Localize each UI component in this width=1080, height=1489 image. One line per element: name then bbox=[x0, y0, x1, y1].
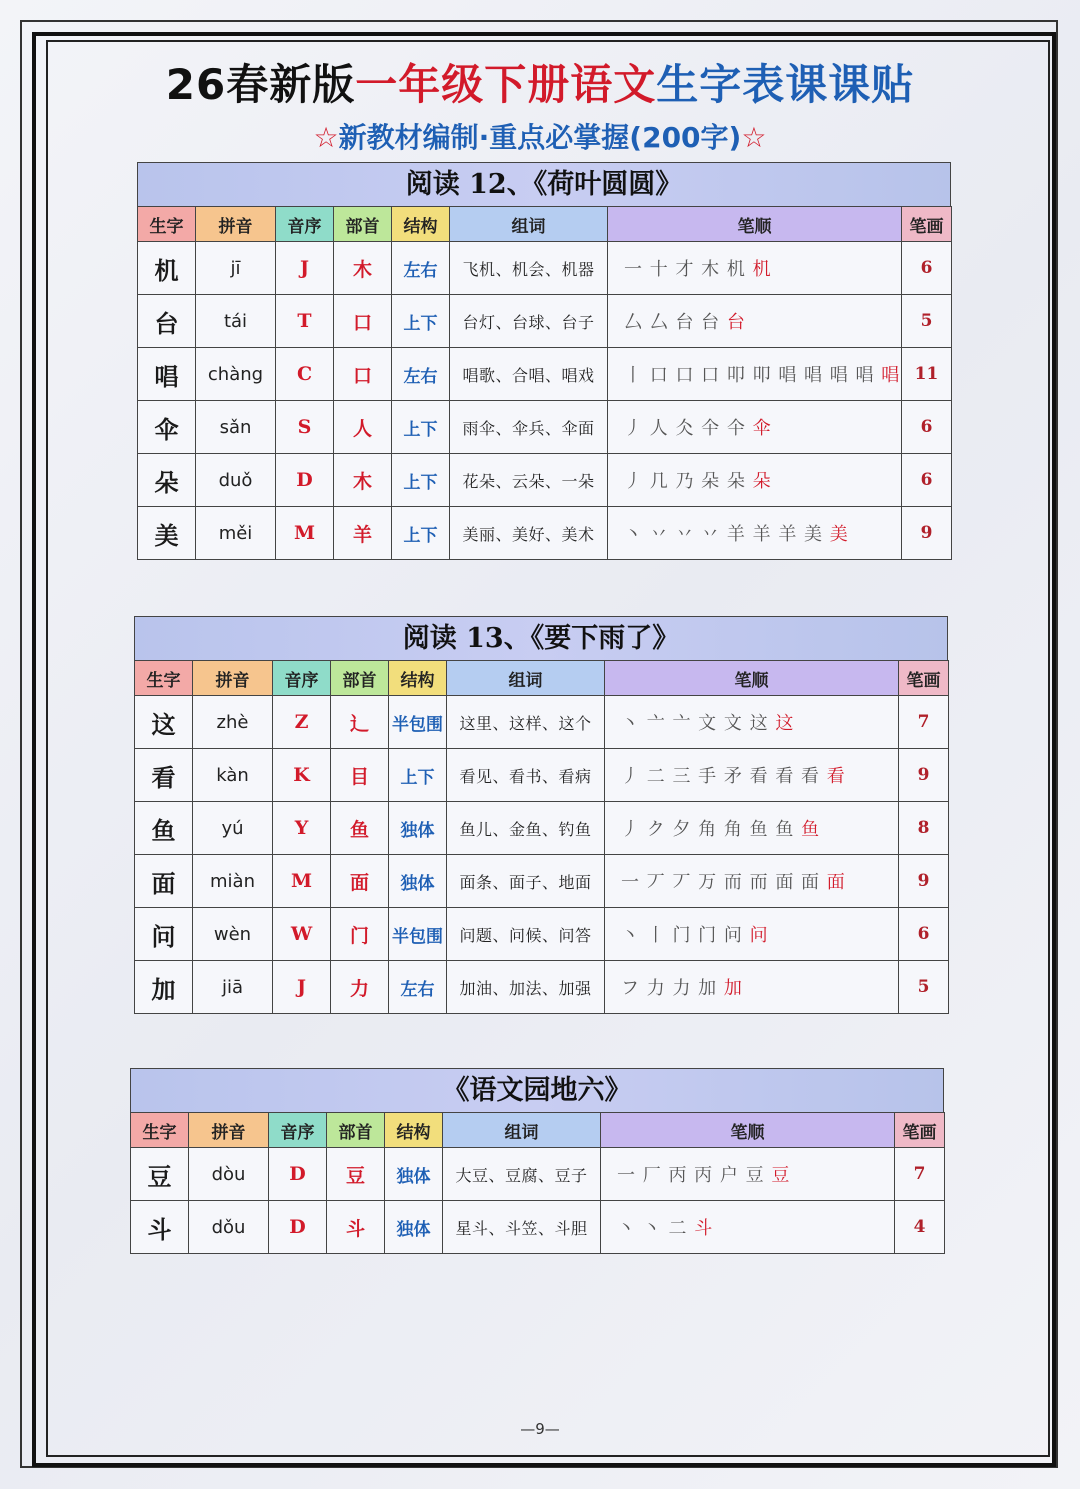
lesson-section bbox=[137, 162, 951, 560]
page-number: —9— bbox=[520, 1420, 560, 1438]
table-row bbox=[138, 295, 952, 348]
bihua-cell: 5 bbox=[902, 295, 952, 348]
bushou-cell: 鱼 bbox=[331, 802, 389, 855]
zuci-cell: 这里、这样、这个 bbox=[447, 696, 605, 749]
pinyin-cell: yú bbox=[193, 802, 273, 855]
header-pinyin: 拼音 bbox=[196, 207, 276, 242]
zuci-cell: 加油、加法、加强 bbox=[447, 961, 605, 1014]
stroke-sequence: 一 十 才 木 机 bbox=[624, 259, 746, 280]
jiegou-cell: 上下 bbox=[392, 507, 450, 560]
character-cell: 豆 bbox=[131, 1148, 189, 1201]
stroke-sequence: 丶 丶 二 bbox=[617, 1218, 688, 1239]
jiegou-cell: 左右 bbox=[392, 242, 450, 295]
character-table bbox=[137, 206, 952, 560]
subtitle-text: 新教材编制·重点必掌握(200字) bbox=[338, 121, 742, 154]
zuci-cell: 台灯、台球、台子 bbox=[450, 295, 608, 348]
zuci-cell: 大豆、豆腐、豆子 bbox=[443, 1148, 601, 1201]
header-yinxu: 音序 bbox=[269, 1113, 327, 1148]
title-part-3: 生字表课课贴 bbox=[656, 60, 915, 109]
character-table bbox=[130, 1112, 945, 1254]
bihua-cell: 9 bbox=[899, 855, 949, 908]
pinyin-cell: jiā bbox=[193, 961, 273, 1014]
bihua-cell: 8 bbox=[899, 802, 949, 855]
bishun-cell bbox=[601, 1201, 895, 1254]
yinxu-cell: J bbox=[276, 242, 334, 295]
stroke-sequence: 丶 丨 门 门 问 bbox=[621, 925, 743, 946]
table-row bbox=[138, 507, 952, 560]
stroke-final-character: 伞 bbox=[752, 418, 772, 439]
bihua-cell: 11 bbox=[902, 348, 952, 401]
character-cell: 朵 bbox=[138, 454, 196, 507]
bihua-cell: 9 bbox=[902, 507, 952, 560]
bishun-cell bbox=[605, 908, 899, 961]
bushou-cell: 面 bbox=[331, 855, 389, 908]
bishun-cell bbox=[601, 1148, 895, 1201]
page-subtitle bbox=[0, 116, 1080, 156]
lesson-section bbox=[130, 1068, 944, 1254]
section-title: 《语文园地六》 bbox=[130, 1068, 944, 1112]
header-jiegou: 结构 bbox=[385, 1113, 443, 1148]
pinyin-cell: sǎn bbox=[196, 401, 276, 454]
stroke-final-character: 问 bbox=[749, 925, 769, 946]
stroke-sequence: 一 厂 丙 丙 户 豆 bbox=[617, 1165, 765, 1186]
header-yinxu: 音序 bbox=[273, 661, 331, 696]
zuci-cell: 问题、问候、问答 bbox=[447, 908, 605, 961]
character-cell: 加 bbox=[135, 961, 193, 1014]
zuci-cell: 面条、面子、地面 bbox=[447, 855, 605, 908]
jiegou-cell: 独体 bbox=[385, 1201, 443, 1254]
bihua-cell: 7 bbox=[899, 696, 949, 749]
character-cell: 问 bbox=[135, 908, 193, 961]
stroke-sequence: フ 力 力 加 bbox=[621, 978, 718, 999]
bihua-cell: 6 bbox=[902, 401, 952, 454]
bihua-cell: 7 bbox=[895, 1148, 945, 1201]
zuci-cell: 看见、看书、看病 bbox=[447, 749, 605, 802]
character-cell: 伞 bbox=[138, 401, 196, 454]
zuci-cell: 雨伞、伞兵、伞面 bbox=[450, 401, 608, 454]
section-title: 阅读 13、《要下雨了》 bbox=[134, 616, 948, 660]
jiegou-cell: 左右 bbox=[389, 961, 447, 1014]
header-pinyin: 拼音 bbox=[193, 661, 273, 696]
zuci-cell: 鱼儿、金鱼、钓鱼 bbox=[447, 802, 605, 855]
bishun-cell bbox=[605, 696, 899, 749]
bishun-cell bbox=[608, 348, 902, 401]
yinxu-cell: S bbox=[276, 401, 334, 454]
yinxu-cell: W bbox=[273, 908, 331, 961]
character-cell: 看 bbox=[135, 749, 193, 802]
stroke-final-character: 面 bbox=[826, 872, 846, 893]
lesson-section bbox=[134, 616, 948, 1014]
bishun-cell bbox=[608, 454, 902, 507]
pinyin-cell: zhè bbox=[193, 696, 273, 749]
star-icon: ☆ bbox=[741, 121, 767, 154]
yinxu-cell: T bbox=[276, 295, 334, 348]
table-row bbox=[135, 802, 949, 855]
zuci-cell: 花朵、云朵、一朵 bbox=[450, 454, 608, 507]
pinyin-cell: duǒ bbox=[196, 454, 276, 507]
bihua-cell: 6 bbox=[902, 242, 952, 295]
header-bushou: 部首 bbox=[327, 1113, 385, 1148]
jiegou-cell: 上下 bbox=[392, 295, 450, 348]
title-part-2: 一年级下册语文 bbox=[355, 60, 657, 109]
header-yinxu: 音序 bbox=[276, 207, 334, 242]
bishun-cell bbox=[605, 749, 899, 802]
yinxu-cell: C bbox=[276, 348, 334, 401]
character-cell: 台 bbox=[138, 295, 196, 348]
character-table bbox=[134, 660, 949, 1014]
character-cell: 机 bbox=[138, 242, 196, 295]
stroke-final-character: 斗 bbox=[694, 1218, 714, 1239]
header-zi: 生字 bbox=[135, 661, 193, 696]
yinxu-cell: M bbox=[273, 855, 331, 908]
header-zi: 生字 bbox=[131, 1113, 189, 1148]
table-row bbox=[138, 401, 952, 454]
header-zi: 生字 bbox=[138, 207, 196, 242]
bushou-cell: 目 bbox=[331, 749, 389, 802]
yinxu-cell: J bbox=[273, 961, 331, 1014]
bishun-cell bbox=[605, 855, 899, 908]
table-row bbox=[131, 1201, 945, 1254]
yinxu-cell: K bbox=[273, 749, 331, 802]
bihua-cell: 6 bbox=[902, 454, 952, 507]
jiegou-cell: 独体 bbox=[385, 1148, 443, 1201]
table-row bbox=[135, 855, 949, 908]
bihua-cell: 4 bbox=[895, 1201, 945, 1254]
bushou-cell: 口 bbox=[334, 348, 392, 401]
bushou-cell: 斗 bbox=[327, 1201, 385, 1254]
bishun-cell bbox=[608, 242, 902, 295]
table-row bbox=[135, 749, 949, 802]
bushou-cell: 豆 bbox=[327, 1148, 385, 1201]
table-row bbox=[131, 1148, 945, 1201]
bishun-cell bbox=[608, 401, 902, 454]
pinyin-cell: kàn bbox=[193, 749, 273, 802]
character-cell: 唱 bbox=[138, 348, 196, 401]
pinyin-cell: tái bbox=[196, 295, 276, 348]
jiegou-cell: 独体 bbox=[389, 802, 447, 855]
stroke-sequence: 丿 ク 夕 角 角 鱼 鱼 bbox=[621, 819, 795, 840]
table-row bbox=[135, 908, 949, 961]
bishun-cell bbox=[608, 507, 902, 560]
header-jiegou: 结构 bbox=[389, 661, 447, 696]
header-zuci: 组词 bbox=[450, 207, 608, 242]
header-bishun: 笔顺 bbox=[605, 661, 899, 696]
zuci-cell: 星斗、斗笠、斗胆 bbox=[443, 1201, 601, 1254]
stroke-final-character: 朵 bbox=[752, 471, 772, 492]
yinxu-cell: D bbox=[269, 1148, 327, 1201]
character-cell: 鱼 bbox=[135, 802, 193, 855]
bushou-cell: 羊 bbox=[334, 507, 392, 560]
bushou-cell: 木 bbox=[334, 242, 392, 295]
stroke-final-character: 看 bbox=[826, 766, 846, 787]
bihua-cell: 9 bbox=[899, 749, 949, 802]
jiegou-cell: 上下 bbox=[392, 401, 450, 454]
character-cell: 美 bbox=[138, 507, 196, 560]
stroke-final-character: 台 bbox=[726, 312, 746, 333]
zuci-cell: 唱歌、合唱、唱戏 bbox=[450, 348, 608, 401]
section-title: 阅读 12、《荷叶圆圆》 bbox=[137, 162, 951, 206]
header-jiegou: 结构 bbox=[392, 207, 450, 242]
yinxu-cell: D bbox=[269, 1201, 327, 1254]
stroke-sequence: 丶 丷 丷 丷 羊 羊 羊 美 bbox=[624, 524, 824, 545]
character-cell: 面 bbox=[135, 855, 193, 908]
pinyin-cell: miàn bbox=[193, 855, 273, 908]
header-bishun: 笔顺 bbox=[608, 207, 902, 242]
bishun-cell bbox=[605, 802, 899, 855]
bushou-cell: 口 bbox=[334, 295, 392, 348]
yinxu-cell: Z bbox=[273, 696, 331, 749]
pinyin-cell: měi bbox=[196, 507, 276, 560]
star-icon: ☆ bbox=[313, 121, 339, 154]
table-row bbox=[138, 348, 952, 401]
bihua-cell: 5 bbox=[899, 961, 949, 1014]
header-pinyin: 拼音 bbox=[189, 1113, 269, 1148]
pinyin-cell: dǒu bbox=[189, 1201, 269, 1254]
bushou-cell: 力 bbox=[331, 961, 389, 1014]
bushou-cell: 门 bbox=[331, 908, 389, 961]
bishun-cell bbox=[605, 961, 899, 1014]
header-bihua: 笔画 bbox=[902, 207, 952, 242]
table-row bbox=[135, 961, 949, 1014]
character-cell: 斗 bbox=[131, 1201, 189, 1254]
stroke-sequence: 丿 人 仌 仐 仐 bbox=[624, 418, 746, 439]
bihua-cell: 6 bbox=[899, 908, 949, 961]
table-row bbox=[138, 454, 952, 507]
stroke-final-character: 机 bbox=[752, 259, 772, 280]
stroke-sequence: 厶 厶 台 台 bbox=[624, 312, 721, 333]
stroke-sequence: 一 丆 丆 万 而 而 面 面 bbox=[621, 872, 821, 893]
yinxu-cell: Y bbox=[273, 802, 331, 855]
zuci-cell: 美丽、美好、美术 bbox=[450, 507, 608, 560]
header-bushou: 部首 bbox=[334, 207, 392, 242]
stroke-final-character: 这 bbox=[775, 713, 795, 734]
jiegou-cell: 独体 bbox=[389, 855, 447, 908]
pinyin-cell: chàng bbox=[196, 348, 276, 401]
stroke-final-character: 豆 bbox=[771, 1165, 791, 1186]
header-bihua: 笔画 bbox=[895, 1113, 945, 1148]
bushou-cell: 木 bbox=[334, 454, 392, 507]
bushou-cell: 人 bbox=[334, 401, 392, 454]
stroke-final-character: 鱼 bbox=[801, 819, 821, 840]
table-row bbox=[138, 242, 952, 295]
zuci-cell: 飞机、机会、机器 bbox=[450, 242, 608, 295]
bushou-cell: 辶 bbox=[331, 696, 389, 749]
header-bushou: 部首 bbox=[331, 661, 389, 696]
pinyin-cell: wèn bbox=[193, 908, 273, 961]
stroke-sequence: 丿 几 乃 朵 朵 bbox=[624, 471, 746, 492]
table-row bbox=[135, 696, 949, 749]
pinyin-cell: jī bbox=[196, 242, 276, 295]
header-bihua: 笔画 bbox=[899, 661, 949, 696]
header-zuci: 组词 bbox=[443, 1113, 601, 1148]
jiegou-cell: 上下 bbox=[392, 454, 450, 507]
pinyin-cell: dòu bbox=[189, 1148, 269, 1201]
title-part-1: 26春新版 bbox=[165, 60, 356, 109]
jiegou-cell: 半包围 bbox=[389, 908, 447, 961]
page-title bbox=[0, 52, 1080, 112]
jiegou-cell: 半包围 bbox=[389, 696, 447, 749]
stroke-sequence: 丿 二 三 手 矛 看 看 看 bbox=[621, 766, 821, 787]
stroke-final-character: 唱 bbox=[881, 365, 901, 386]
header-zuci: 组词 bbox=[447, 661, 605, 696]
stroke-sequence: 丶 亠 亠 文 文 这 bbox=[621, 713, 769, 734]
stroke-sequence: 丨 口 口 口 叩 叩 唱 唱 唱 唱 bbox=[624, 365, 875, 386]
jiegou-cell: 上下 bbox=[389, 749, 447, 802]
stroke-final-character: 加 bbox=[723, 978, 743, 999]
yinxu-cell: D bbox=[276, 454, 334, 507]
stroke-final-character: 美 bbox=[829, 524, 849, 545]
header-bishun: 笔顺 bbox=[601, 1113, 895, 1148]
bishun-cell bbox=[608, 295, 902, 348]
yinxu-cell: M bbox=[276, 507, 334, 560]
character-cell: 这 bbox=[135, 696, 193, 749]
jiegou-cell: 左右 bbox=[392, 348, 450, 401]
